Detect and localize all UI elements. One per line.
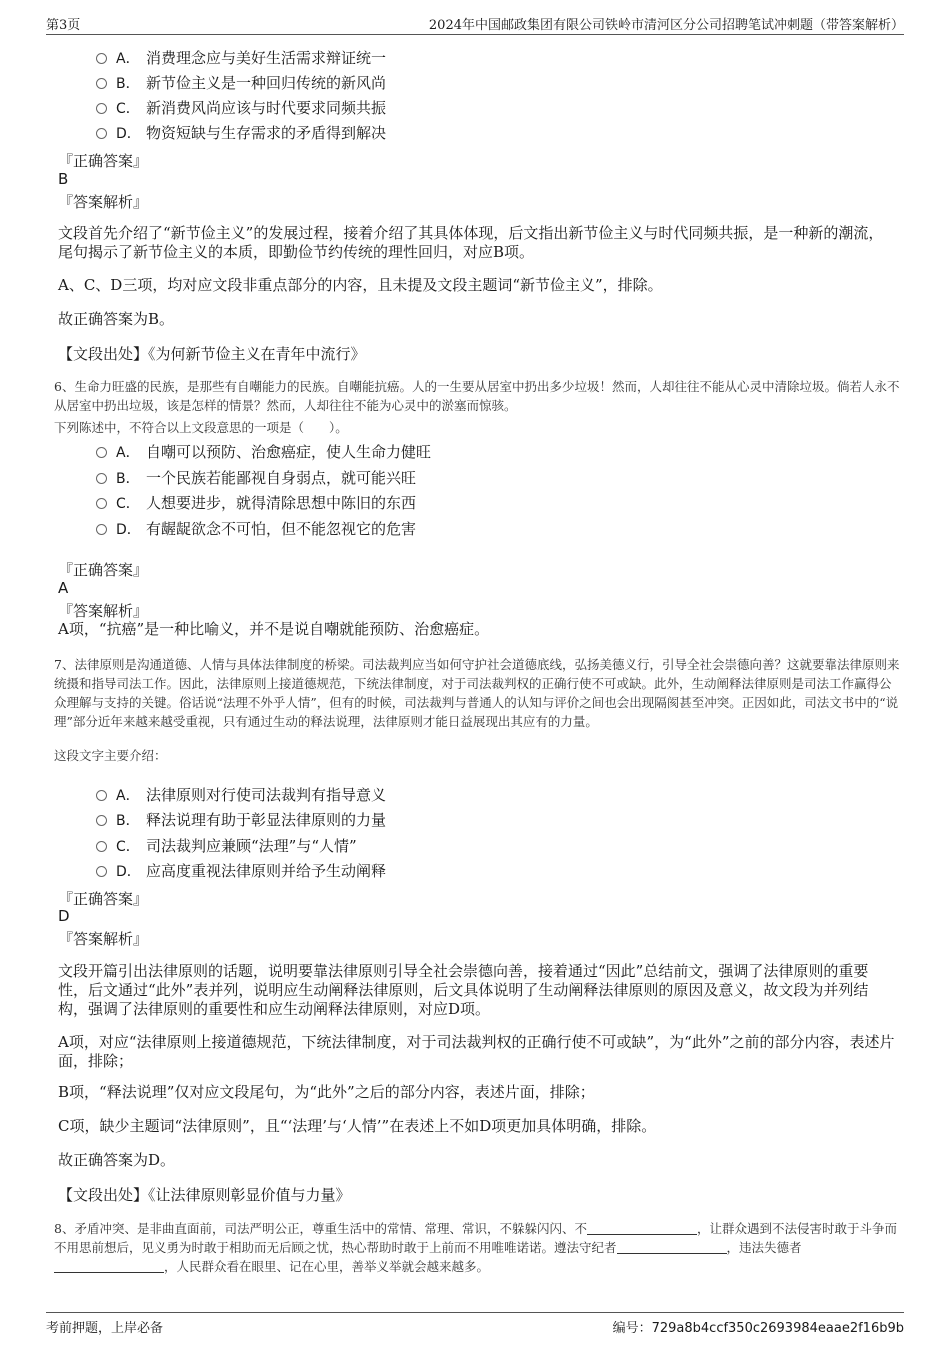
q7-prompt: 这段文字主要介绍： [54, 748, 167, 763]
q5-option-b[interactable]: B． 新节俭主义是一种回归传统的新风尚 [96, 72, 386, 93]
page-header [46, 14, 904, 35]
q7-analysis-p3: B项，“释法说理”仅对应文段尾句，为“此外”之后的部分内容，表述片面，排除； [58, 1083, 595, 1101]
q7-analysis-p5: 故正确答案为D。 [58, 1151, 176, 1169]
q5-option-d[interactable]: D． 物资短缺与生存需求的矛盾得到解决 [96, 122, 386, 143]
radio-icon[interactable] [96, 524, 107, 535]
q5-option-a[interactable]: A． 消费理念应与美好生活需求辩证统一 [96, 47, 386, 68]
document-title: 2024年中国邮政集团有限公司铁岭市清河区分公司招聘笔试冲刺题（带答案解析） [428, 18, 904, 33]
q7-source: 【文段出处】《让法律原则彰显价值与力量》 [58, 1186, 351, 1204]
footer-code: 编号：729a8b4ccf350c2693984eaae2f16b9b [612, 1321, 904, 1336]
page-number: 第3页 [46, 18, 81, 33]
q7-analysis-p4: C项，缺少主题词“法律原则”，且“‘法理’与‘人情’”在表述上不如D项更加具体明确，排除。 [58, 1117, 657, 1135]
q5-analysis-p1: 文段首先介绍了“新节俭主义”的发展过程，接着介绍了其具体体现，后文指出新节俭主义与时代同频共振，是一种新的潮流，尾句揭示了新节俭主义的本质，即勤俭节约传统的理性回归，对应B项。 [58, 224, 884, 261]
q7-option-b[interactable]: B． 释法说理有助于彰显法律原则的力量 [96, 809, 386, 830]
radio-icon[interactable] [96, 473, 107, 484]
q7-option-c[interactable]: C． 司法裁判应兼顾“法理”与“人情” [96, 835, 357, 856]
radio-icon[interactable] [96, 103, 107, 114]
radio-icon[interactable] [96, 790, 107, 801]
q5-source: 【文段出处】《为何新节俭主义在青年中流行》 [58, 345, 366, 363]
radio-icon[interactable] [96, 78, 107, 89]
q6-answer-label: 『正确答案』 [58, 561, 149, 579]
q7-stem: 7、法律原则是沟通道德、人情与具体法律制度的桥梁。司法裁判应当如何守护社会道德底线，弘扬美德义行，引导全社会崇德向善？这就要靠法律原则来统摄和指导司法工作。因此，法律原则上接道德规范，下统法律制度，对于司法裁判权的正确行使不可或缺。此外，生动阐释法律原则是司法工作赢得公众理解与支持的关键。俗话说“法理不外乎人情”，但有的时候，司法裁判与普通人的认知与评价之间也会出现隔阂甚至冲突。正因如此，司法文书中的“说理”部分近年来越来越受重视，只有通过生动的释法说理，法律原则才能日益展现出其应有的力量。 [54, 657, 900, 729]
q6-option-d[interactable]: D． 有龌龊欲念不可怕，但不能忽视它的危害 [96, 518, 416, 539]
q6-stem: 6、生命力旺盛的民族，是那些有自嘲能力的民族。自嘲能抗癌。人的一生要从居室中扔出多少垃圾！然而，人却往往不能从心灵中清除垃圾。倘若人永不从居室中扔出垃圾，该是怎样的情景？然而，人却往往不能为心灵中的淤塞而惊骇。 [54, 379, 900, 413]
q6-analysis: A项，“抗癌”是一种比喻义，并不是说自嘲就能预防、治愈癌症。 [58, 620, 490, 638]
q5-analysis-label: 『答案解析』 [58, 193, 149, 211]
q7-answer: D [58, 907, 70, 925]
q6-answer: A [58, 579, 69, 597]
fill-blank-2[interactable] [617, 1241, 727, 1254]
radio-icon[interactable] [96, 841, 107, 852]
q6-analysis-label: 『答案解析』 [58, 602, 149, 620]
q6-option-a[interactable]: A． 自嘲可以预防、治愈癌症，使人生命力健旺 [96, 441, 431, 462]
radio-icon[interactable] [96, 447, 107, 458]
q7-analysis-p1: 文段开篇引出法律原则的话题，说明要靠法律原则引导全社会崇德向善，接着通过“因此”总结前文，强调了法律原则的重要性，后文通过“此外”表并列，说明应生动阐释法律原则，后文具体说明了生动阐释法律原则的原因及意义，故文段为并列结构，强调了法律原则的重要性和应生动阐释法律原则，对应D项。 [58, 962, 869, 1018]
q5-option-c[interactable]: C． 新消费风尚应该与时代要求同频共振 [96, 97, 386, 118]
q5-answer: B [58, 170, 69, 188]
q6-option-b[interactable]: B． 一个民族若能鄙视自身弱点，就可能兴旺 [96, 467, 416, 488]
footer-slogan: 考前押题，上岸必备 [46, 1321, 164, 1336]
q5-analysis-p2: A、C、D三项，均对应文段非重点部分的内容，且未提及文段主题词“新节俭主义”，排除。 [58, 276, 663, 294]
radio-icon[interactable] [96, 815, 107, 826]
page-footer [46, 1312, 904, 1335]
q6-option-c[interactable]: C． 人想要进步，就得清除思想中陈旧的东西 [96, 492, 416, 513]
q7-option-a[interactable]: A． 法律原则对行使司法裁判有指导意义 [96, 784, 386, 805]
radio-icon[interactable] [96, 498, 107, 509]
fill-blank-1[interactable] [587, 1222, 697, 1235]
q5-analysis-p3: 故正确答案为B。 [58, 310, 175, 328]
q7-analysis-p2: A项，对应“法律原则上接道德规范，下统法律制度，对于司法裁判权的正确行使不可或缺”，为“此外”之前的部分内容，表述片面，排除； [58, 1033, 895, 1070]
radio-icon[interactable] [96, 866, 107, 877]
q5-answer-label: 『正确答案』 [58, 152, 149, 170]
q7-option-d[interactable]: D． 应高度重视法律原则并给予生动阐释 [96, 860, 386, 881]
q7-answer-label: 『正确答案』 [58, 890, 149, 908]
q6-prompt: 下列陈述中，不符合以上文段意思的一项是（ ）。 [54, 420, 348, 435]
radio-icon[interactable] [96, 53, 107, 64]
q7-analysis-label: 『答案解析』 [58, 930, 149, 948]
radio-icon[interactable] [96, 128, 107, 139]
q8-stem: 8、矛盾冲突、是非曲直面前，司法严明公正，尊重生活中的常情、常理、常识，不躲躲闪闪、不 ，让群众遇到不法侵害时敢于斗争而不用思前想后，见义勇为时敢于相助而无后顾之忧，热心帮助时敢于上前而不用唯唯诺诺。遵法守纪者 ，违法失德者，人民群众看在眼里、记在心里，善举义举就会越来越多。 [54, 1221, 897, 1274]
fill-blank-3[interactable] [54, 1260, 164, 1273]
